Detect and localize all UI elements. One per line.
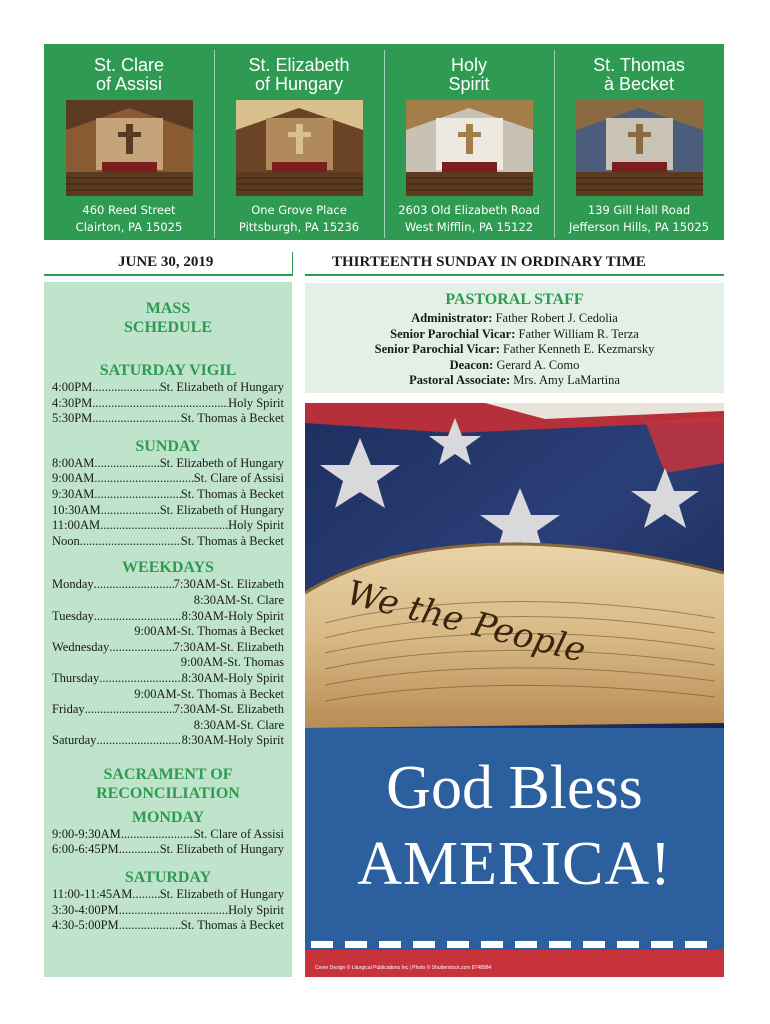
staff-member — [305, 342, 724, 358]
parish-name-line2: Spirit — [448, 74, 490, 94]
parish-divider — [214, 50, 215, 238]
parish-address-line2: Clairton, PA 15025 — [75, 220, 183, 234]
dot-leader — [121, 827, 194, 843]
sunday-heading: SUNDAY — [135, 437, 201, 455]
weekday-mass-first: 8:30AM-Holy Spirit — [181, 733, 284, 748]
sunday-place: St. Thomas à Becket — [180, 486, 284, 501]
sunday-row — [44, 456, 292, 472]
dot-leader — [94, 609, 182, 625]
sunday-place: St. Elizabeth of Hungary — [159, 455, 284, 470]
dot-leader — [85, 702, 174, 718]
parish-column — [554, 44, 724, 240]
reconciliation-title: SACRAMENT OF RECONCILIATION — [96, 765, 240, 802]
dot-leader — [92, 396, 228, 412]
parish-name-line1: St. Elizabeth — [248, 55, 350, 75]
staff-name: Mrs. Amy LaMartina — [513, 373, 620, 387]
parish-address-line2: Jefferson Hills, PA 15025 — [568, 220, 709, 234]
reconciliation-monday-heading: MONDAY — [131, 808, 205, 826]
weekday-mass-second: 8:30AM-St. Clare — [193, 592, 284, 607]
reconciliation-saturday-place: St. Elizabeth of Hungary — [159, 887, 284, 902]
sunday-place: St. Elizabeth of Hungary — [159, 502, 284, 517]
parish-name — [44, 56, 214, 96]
staff-role: Senior Parochial Vicar: — [390, 326, 516, 341]
weekday-row — [44, 671, 292, 687]
cover-headline-line1: God Bless — [386, 754, 643, 822]
reconciliation-monday-time: 9:00-9:30AM — [52, 826, 121, 841]
weekday-row — [44, 733, 292, 749]
weekday-mass-second: 9:00AM-St. Thomas à Becket — [134, 624, 284, 639]
dot-leader — [99, 671, 181, 687]
parish-address — [44, 202, 214, 236]
vigil-time: 4:00PM — [52, 380, 93, 394]
dot-leader — [94, 471, 193, 487]
weekday-mass-second: 9:00AM-St. Thomas — [180, 655, 284, 670]
reconciliation-saturday-time: 3:30-4:00PM — [52, 902, 119, 917]
sunday-time: 11:00AM — [52, 518, 101, 533]
dot-leader — [109, 640, 173, 656]
dot-leader — [119, 918, 181, 934]
staff-member — [305, 311, 724, 327]
parish-column — [44, 44, 214, 240]
dot-leader — [92, 380, 159, 396]
reconciliation-saturday-list — [44, 887, 292, 934]
parish-address-line2: Pittsburgh, PA 15236 — [238, 220, 360, 234]
weekday-mass-first: 7:30AM-St. Elizabeth — [173, 639, 284, 654]
weekday-mass-first: 8:30AM-Holy Spirit — [181, 670, 284, 685]
dot-leader — [100, 518, 228, 534]
church-interior-photo — [406, 100, 533, 196]
reconciliation-monday-place: St. Elizabeth of Hungary — [159, 842, 284, 857]
sunday-time: 10:30AM — [52, 502, 101, 517]
dot-leader — [101, 503, 160, 519]
sunday-time: 9:30AM — [52, 486, 95, 501]
parish-address-line1: 460 Reed Street — [82, 203, 176, 217]
parish-address — [384, 202, 554, 236]
staff-role: Administrator: — [411, 311, 493, 325]
sunday-time: 9:00AM — [52, 471, 95, 486]
vigil-place: St. Elizabeth of Hungary — [159, 380, 284, 394]
vigil-place: St. Thomas à Becket — [180, 411, 284, 426]
parish-address-line1: 139 Gill Hall Road — [587, 203, 691, 217]
staff-member — [305, 373, 724, 389]
sunday-place: St. Thomas à Becket — [180, 533, 284, 548]
staff-name: Father Kenneth E. Kezmarsky — [503, 342, 655, 356]
date-bar — [44, 252, 724, 276]
weekday-name: Saturday — [52, 733, 97, 748]
parish-address — [554, 202, 724, 236]
parish-name — [384, 56, 554, 96]
church-interior-image — [236, 100, 363, 196]
bulletin-date: JUNE 30, 2019 — [118, 254, 214, 270]
vigil-row — [44, 396, 292, 412]
weekday-mass-second: 8:30AM-St. Clare — [193, 717, 284, 732]
rule-right — [305, 274, 724, 276]
reconciliation-monday-row — [44, 827, 292, 843]
sunday-row — [44, 503, 292, 519]
dot-leader — [80, 534, 181, 550]
sunday-row — [44, 487, 292, 503]
parish-address — [214, 202, 384, 236]
parish-divider — [554, 50, 555, 238]
parish-name-line1: St. Thomas — [593, 55, 685, 75]
weekday-row — [44, 609, 292, 625]
vigil-row — [44, 411, 292, 427]
sunday-time: Noon — [52, 533, 80, 548]
sunday-list — [44, 456, 292, 550]
parish-name-line2: of Hungary — [254, 74, 344, 94]
parish-name-line1: Holy — [450, 55, 487, 75]
weekday-name: Friday — [52, 702, 85, 717]
reconciliation-monday-time: 6:00-6:45PM — [52, 842, 119, 857]
weekday-row — [44, 702, 292, 718]
reconciliation-saturday-time: 4:30-5:00PM — [52, 918, 119, 933]
sunday-place: St. Clare of Assisi — [193, 471, 284, 486]
weekday-mass-second: 9:00AM-St. Thomas à Becket — [134, 686, 284, 701]
parish-name — [554, 56, 724, 96]
dot-leader — [94, 456, 159, 472]
staff-name: Father Robert J. Cedolia — [495, 311, 618, 325]
saturday-vigil-heading: SATURDAY VIGIL — [99, 362, 237, 379]
sunday-place: Holy Spirit — [228, 518, 284, 533]
sunday-row — [44, 518, 292, 534]
staff-role: Deacon: — [449, 357, 494, 372]
dot-leader — [119, 842, 160, 858]
parish-address-line2: West Mifflin, PA 15122 — [404, 220, 534, 234]
staff-list — [305, 311, 724, 389]
weekday-mass-first: 7:30AM-St. Elizabeth — [173, 702, 284, 717]
weekday-name: Tuesday — [52, 608, 94, 623]
sunday-row — [44, 471, 292, 487]
reconciliation-saturday-place: St. Thomas à Becket — [180, 918, 284, 933]
cover-headline-line2: AMERICA! — [357, 830, 672, 898]
cover-artwork — [305, 403, 724, 977]
vigil-time: 4:30PM — [52, 395, 93, 410]
reconciliation-monday-list — [44, 827, 292, 858]
parish-divider — [384, 50, 385, 238]
dot-leader — [94, 577, 174, 593]
church-interior-photo — [236, 100, 363, 196]
dot-leader — [96, 733, 181, 749]
mass-schedule-panel — [44, 282, 292, 977]
reconciliation-monday-place: St. Clare of Assisi — [193, 826, 284, 841]
weekdays-list — [44, 577, 292, 749]
parish-name — [214, 56, 384, 96]
parish-name-line1: St. Clare — [93, 55, 165, 75]
reconciliation-saturday-row — [44, 918, 292, 934]
saturday-vigil-list — [44, 380, 292, 427]
weekday-row — [44, 640, 292, 656]
reconciliation-saturday-heading: SATURDAY — [124, 869, 212, 887]
staff-role: Senior Parochial Vicar: — [374, 342, 500, 356]
mass-schedule-title: MASS SCHEDULE — [123, 300, 213, 336]
reconciliation-saturday-place: Holy Spirit — [228, 902, 284, 917]
weekday-row — [44, 577, 292, 593]
cover-credit: Cover Design © Liturgical Publications Inc | Photo © Shutterstock.com 8748984 — [315, 965, 492, 971]
weekday-mass-first: 8:30AM-Holy Spirit — [181, 608, 284, 623]
sunday-time: 8:00AM — [52, 455, 95, 470]
parish-name-line2: à Becket — [603, 74, 675, 94]
rule-left — [44, 274, 292, 276]
reconciliation-saturday-row — [44, 903, 292, 919]
sunday-row — [44, 534, 292, 550]
dot-leader — [94, 487, 180, 503]
vigil-row — [44, 380, 292, 396]
staff-name: Gerard A. Como — [496, 357, 580, 372]
weekday-mass-first: 7:30AM-St. Elizabeth — [173, 577, 284, 592]
church-interior-image — [576, 100, 703, 196]
weekdays-heading: WEEKDAYS — [122, 559, 214, 577]
dot-leader — [119, 903, 228, 919]
church-interior-photo — [66, 100, 193, 196]
staff-name: Father William R. Terza — [518, 326, 639, 341]
church-interior-image — [406, 100, 533, 196]
church-interior-photo — [576, 100, 703, 196]
pastoral-staff-panel — [305, 283, 724, 393]
church-interior-image — [66, 100, 193, 196]
weekday-name: Monday — [52, 577, 94, 592]
parish-header — [44, 44, 724, 240]
weekday-name: Wednesday — [52, 639, 110, 654]
dot-leader — [132, 887, 159, 903]
vigil-time: 5:30PM — [52, 411, 93, 426]
parish-name-line2: of Assisi — [95, 74, 163, 94]
parish-column — [214, 44, 384, 240]
staff-role: Pastoral Associate: — [409, 373, 511, 387]
liturgical-day: THIRTEENTH SUNDAY IN ORDINARY TIME — [332, 254, 646, 270]
parish-address-line1: One Grove Place — [251, 203, 347, 217]
parish-column — [384, 44, 554, 240]
parchment-text: We the People — [342, 572, 590, 671]
vigil-place: Holy Spirit — [228, 395, 284, 410]
staff-member — [305, 358, 724, 374]
pastoral-staff-title: PASTORAL STAFF — [445, 291, 584, 308]
reconciliation-monday-row — [44, 842, 292, 858]
dot-leader — [92, 411, 180, 427]
rule-separator — [292, 252, 293, 276]
parish-address-line1: 2603 Old Elizabeth Road — [398, 203, 540, 217]
staff-member — [305, 327, 724, 343]
reconciliation-saturday-time: 11:00-11:45AM — [52, 887, 133, 902]
reconciliation-saturday-row — [44, 887, 292, 903]
weekday-name: Thursday — [52, 670, 100, 685]
